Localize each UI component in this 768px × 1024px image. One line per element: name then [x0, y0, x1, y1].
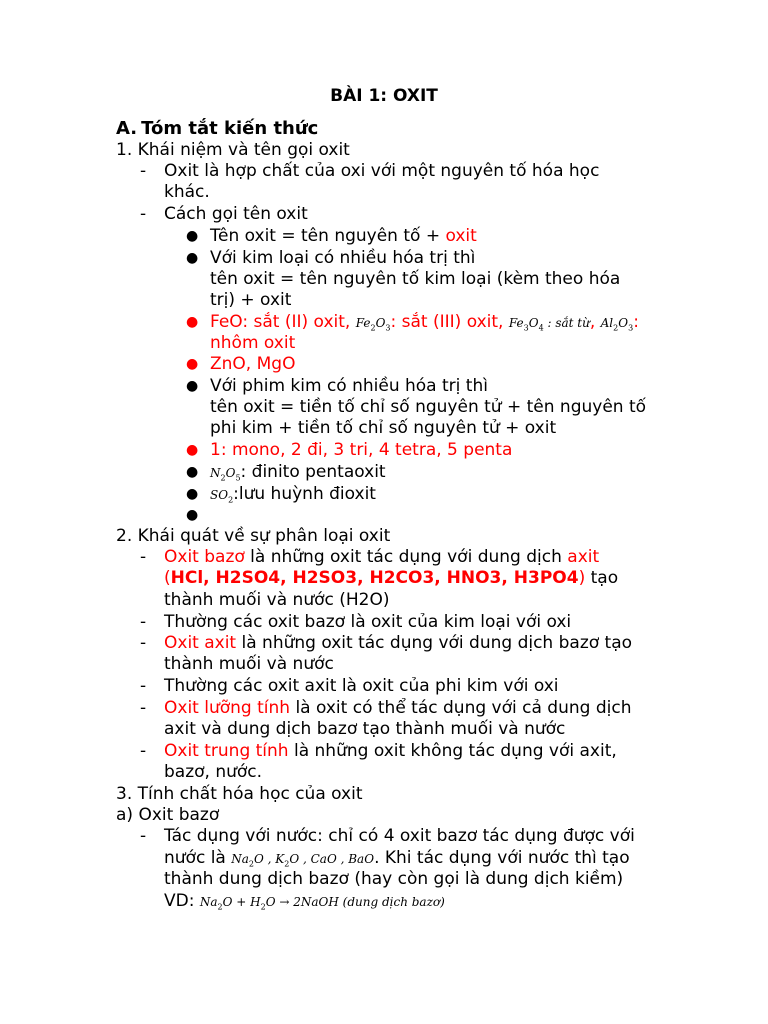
section-a-number: A.	[116, 118, 138, 139]
example-equation-line	[164, 891, 445, 917]
naming-heading: Cách gọi tên oxit	[164, 204, 308, 224]
dash-marker: -	[140, 161, 147, 181]
dash-marker: -	[140, 204, 147, 224]
naming-rule-1	[210, 226, 477, 247]
example-label: VD:	[164, 891, 200, 911]
acid-oxide-note: Thường các oxit axit là oxit của phi kim với oxi	[164, 676, 559, 696]
section-a-label: Tóm tắt kiến thức	[141, 118, 319, 139]
term-basic-oxide: Oxit bazơ	[164, 547, 245, 567]
bullet-icon: ●	[186, 378, 199, 394]
definition-line-2: khác.	[164, 182, 210, 202]
so2-name: :lưu huỳnh đioxit	[233, 484, 376, 504]
section-1-heading: 1. Khái niệm và tên gọi oxit	[116, 140, 350, 160]
dash-marker: -	[140, 547, 147, 567]
example-al2o3-name: nhôm oxit	[210, 333, 296, 353]
bullet-icon: ●	[186, 486, 199, 502]
so2-example	[210, 484, 376, 510]
term-neutral-oxide: Oxit trung tính	[164, 741, 289, 761]
bullet-icon: ●	[186, 314, 199, 330]
colon: :	[633, 312, 639, 332]
bullet-icon: ●	[186, 442, 199, 458]
neutral-oxide-line-1	[164, 741, 617, 762]
text: là những oxit tác dụng với dung dịch bazơ tạo	[236, 633, 633, 653]
rule-text: Tên oxit = tên nguyên tố +	[210, 226, 446, 246]
subsection-a-heading: a) Oxit bazơ	[116, 805, 220, 825]
definition-line-1: Oxit là hợp chất của oxi với một nguyên tố hóa học	[164, 161, 600, 181]
fe3o4-formula: $Fe_3O_4$ : sắt từ	[508, 316, 590, 333]
naming-rule-2-line-1: Với kim loại có nhiều hóa trị thì	[210, 248, 476, 268]
basic-oxide-note: Thường các oxit bazơ là oxit của kim loại với oxi	[164, 612, 572, 632]
text: là oxit có thể tác dụng với cả dung dịch	[290, 698, 632, 718]
basic-oxide-line-1	[164, 547, 599, 568]
paren-open: (	[164, 568, 171, 588]
bullet-icon: ●	[186, 507, 199, 523]
fe2o3-formula: $Fe_2O_3$	[355, 316, 391, 333]
text: là những oxit không tác dụng với axit,	[288, 741, 617, 761]
naming-rule-2-line-3: trị) + oxit	[210, 290, 292, 310]
dash-marker: -	[140, 676, 147, 696]
bullet-icon: ●	[186, 356, 199, 372]
page-title: BÀI 1: OXIT	[330, 86, 438, 106]
basic-oxide-line-3: thành muối và nước (H2O)	[164, 590, 390, 610]
bullet-icon: ●	[186, 250, 199, 266]
prefix-list: 1: mono, 2 đi, 3 tri, 4 tetra, 5 penta	[210, 440, 513, 460]
term-amphoteric-oxide: Oxit lưỡng tính	[164, 698, 291, 718]
naming-rule-3-line-3: phi kim + tiền tố chỉ số nguyên tử + oxit	[210, 418, 557, 438]
dash-marker: -	[140, 698, 147, 718]
term-acid-oxide: Oxit axit	[164, 633, 237, 653]
section-3-heading: 3. Tính chất hóa học của oxit	[116, 784, 363, 804]
text: là những oxit tác dụng với dung dịch	[244, 547, 568, 567]
so2-formula: $SO_2$	[210, 488, 234, 505]
comma: ,	[589, 312, 601, 332]
neutral-oxide-line-2: bazơ, nước.	[164, 762, 263, 782]
n2o5-formula: $N_2O_5$	[210, 466, 241, 483]
example-znO-mgo: ZnO, MgO	[210, 354, 296, 374]
bullet-icon: ●	[186, 464, 199, 480]
section-a-heading	[116, 118, 318, 139]
dash-marker: -	[140, 633, 147, 653]
term-acid: axit	[567, 547, 600, 567]
naming-rule-2-line-2: tên oxit = tên nguyên tố kim loại (kèm theo hóa	[210, 269, 621, 289]
bullet-icon: ●	[186, 228, 199, 244]
dash-marker: -	[140, 826, 147, 846]
basic-oxide-line-2	[164, 568, 618, 589]
basic-oxides-formulas: $Na_2O$ , $K_2O$ , CaO , BaO	[231, 852, 375, 869]
al2o3-formula: $Al_2O_3$	[600, 316, 634, 333]
amphoteric-oxide-line-2: axit và dung dịch bazơ tạo thành muối và nước	[164, 719, 566, 739]
reaction-equation: $Na_2O + H_2O$ → 2NaOH (dung dịch bazơ)	[199, 895, 445, 912]
naming-rule-3-line-1: Với phim kim có nhiều hóa trị thì	[210, 376, 488, 396]
amphoteric-oxide-line-1	[164, 698, 631, 719]
acid-list: HCl, H2SO4, H2SO3, H2CO3, HNO3, H3PO4	[170, 568, 579, 588]
naming-rule-3-line-2: tên oxit = tiền tố chỉ số nguyên tử + tên nguyên tố	[210, 397, 647, 417]
dash-marker: -	[140, 741, 147, 761]
text: . Khi tác dụng với nước thì tạo	[374, 848, 630, 868]
feo-text: FeO: sắt (II) oxit,	[210, 312, 356, 332]
paren-close: )	[578, 568, 586, 588]
dash-marker: -	[140, 612, 147, 632]
rule-highlight: oxit	[445, 226, 477, 246]
water-reaction-line-1: Tác dụng với nước: chỉ có 4 oxit bazơ tác dụng được với	[164, 826, 635, 846]
text: nước là	[164, 848, 232, 868]
n2o5-name: : đinito pentaoxit	[240, 462, 386, 482]
fe2o3-text: : sắt (III) oxit,	[390, 312, 509, 332]
text: tạo	[585, 568, 619, 588]
water-reaction-line-3: thành dung dịch bazơ (hay còn gọi là dung dịch kiềm)	[164, 869, 624, 889]
section-2-heading: 2. Khái quát về sự phân loại oxit	[116, 526, 391, 546]
acid-oxide-line-1	[164, 633, 632, 654]
acid-oxide-line-2: thành muối và nước	[164, 654, 334, 674]
